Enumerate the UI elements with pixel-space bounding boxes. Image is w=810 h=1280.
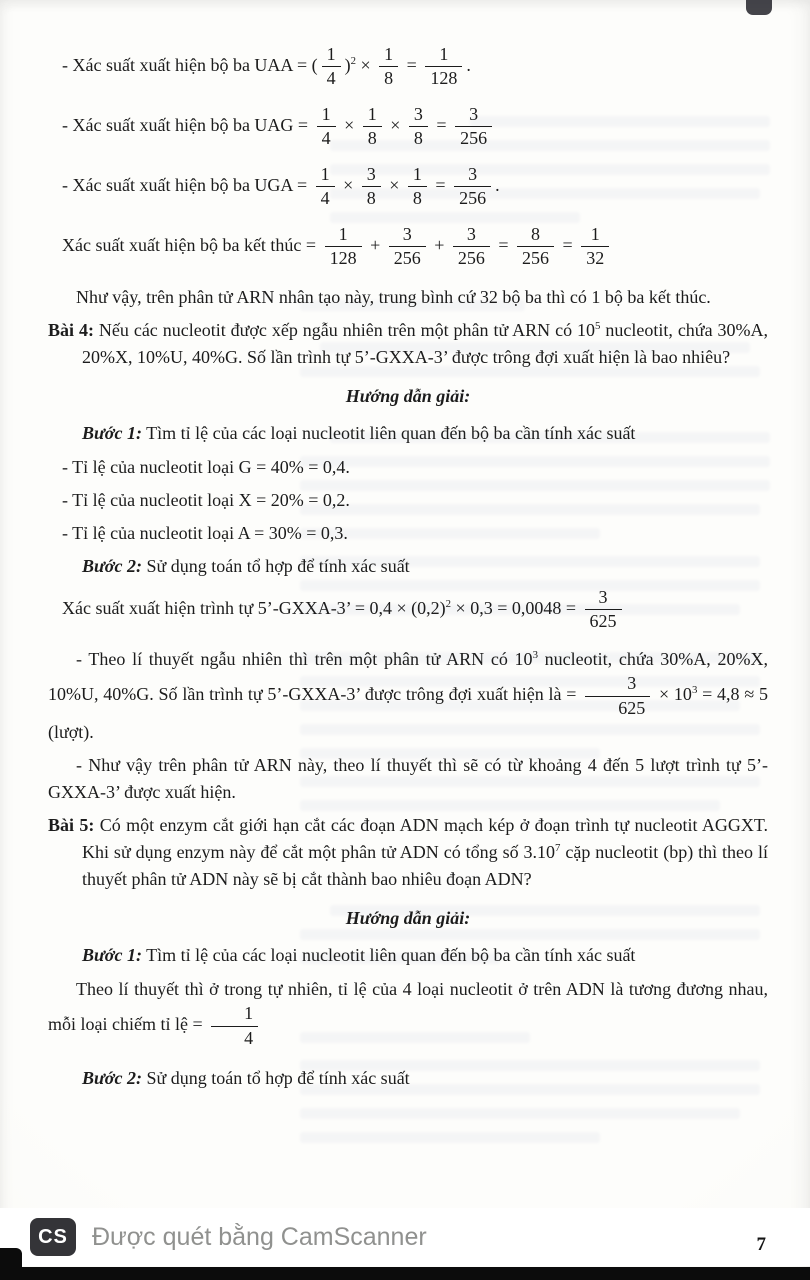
fraction: $\frac{1}{128}$ xyxy=(325,225,362,269)
fraction: $\frac{1}{8}$ xyxy=(408,165,427,209)
step-1a: Bước 1: Tìm tỉ lệ của các loại nucleotit liên quan đến bộ ba cần tính xác suất xyxy=(82,422,636,443)
problem-5: Bài 5: Có một enzym cắt giới hạn cắt các đoạn ADN mạch kép ở đoạn trình tự nucleotit AGGXT. Khi sử dụng enzym này để cắt một phân tử ADN có tổng số 3.10$^7$ cặp nucleotit (bp) thì theo lí thuyết phân tử ADN này sẽ bị cắt thành bao nhiêu đoạn ADN? xyxy=(48,815,768,890)
document-content xyxy=(48,42,768,1099)
fraction: $\frac{1}{8}$ xyxy=(363,105,382,149)
problem-4: Bài 4: Nếu các nucleotit được xếp ngẫu nhiên trên một phân tử ARN có $10^5$ nucleotit, chứa 30%A, 20%X, 10%U, 40%G. Số lần trình tự 5’-GXXA-3’ được trông đợi xuất hiện là bao nhiêu? xyxy=(48,319,768,367)
conclusion-paragraph: Như vậy, trên phân tử ARN nhân tạo này, trung bình cứ 32 bộ ba thì có 1 bộ ba kết thúc. xyxy=(76,286,711,307)
page-number: 7 xyxy=(756,1234,766,1255)
scan-corner-mark xyxy=(746,0,772,15)
fraction: $\frac{1}{128}$ xyxy=(425,45,462,89)
fraction: $\frac{1}{4}$ xyxy=(316,165,335,209)
fraction: $\frac{3}{8}$ xyxy=(362,165,381,209)
fraction: $\frac{1}{32}$ xyxy=(581,225,609,269)
camscanner-footer xyxy=(0,1208,810,1266)
solution-heading-2: Hướng dẫn giải: xyxy=(345,908,471,929)
conclusion-paragraph-2: - Như vậy trên phân tử ARN này, theo lí thuyết thì sẽ có từ khoảng 4 đến 5 lượt trình tự 5’-GXXA-3’ được xuất hiện. xyxy=(48,755,768,803)
fraction: $\frac{3}{625}$ xyxy=(585,588,622,632)
natural-ratio-paragraph: Theo lí thuyết thì ở trong tự nhiên, tỉ lệ của 4 loại nucleotit ở trên ADN là tương đương nhau, mỗi loại chiếm tỉ lệ = $\frac{1}{4}$ xyxy=(48,979,768,1048)
fraction: $\frac{1}{4}$ xyxy=(211,1004,258,1048)
fraction: $\frac{8}{256}$ xyxy=(517,225,554,269)
theory-paragraph: - Theo lí thuyết ngẫu nhiên thì trên một phân tử ARN có $10^3$ nucleotit, chứa 30%A, 20%X, 10%U, 40%G. Số lần trình tự 5’-GXXA-3’ được trông đợi xuất hiện là = $\frac{3}{625}$ × $10^3 = 4,8 \approx 5$ (lượt). xyxy=(48,649,768,743)
fraction: $\frac{3}{8}$ xyxy=(409,105,428,149)
fraction: $\frac{1}{8}$ xyxy=(379,45,398,89)
math-line-stop-total: Xác suất xuất hiện bộ ba kết thúc = $\frac{1}{128}$ + $\frac{3}{256}$ + $\frac{3}{256}$ = $\frac{8}{256}$ = $\frac{1}{32}$ xyxy=(62,224,768,270)
math-line-uga: - Xác suất xuất hiện bộ ba UGA = $\frac{1}{4}$ × $\frac{3}{8}$ × $\frac{1}{8}$ = $\frac{3}{256}$ . xyxy=(62,163,500,209)
math-line-uaa: - Xác suất xuất hiện bộ ba UAA = ( $\frac{1}{4}$ )$^2$ × $\frac{1}{8}$ = $\frac{1}{128}$ . xyxy=(62,44,471,89)
solution-heading-1: Hướng dẫn giải: xyxy=(345,385,471,406)
fraction: $\frac{1}{4}$ xyxy=(322,45,341,89)
step-2a: Bước 2: Sử dụng toán tổ hợp để tính xác suất xyxy=(82,555,410,576)
step-2b: Bước 2: Sử dụng toán tổ hợp để tính xác suất xyxy=(82,1068,410,1089)
bleedthrough-ghost xyxy=(300,1132,600,1143)
fraction: $\frac{3}{625}$ xyxy=(585,674,650,718)
camscanner-watermark: Được quét bằng CamScanner xyxy=(92,1222,427,1251)
fraction: $\frac{1}{4}$ xyxy=(317,105,336,149)
fraction: $\frac{3}{256}$ xyxy=(455,105,492,149)
math-line-gxxa: Xác suất xuất hiện trình tự 5’-GXXA-3’ = $0,4 \times (0,2)^2 \times 0,3 = 0,0048$ = $\frac{3}{625}$ xyxy=(62,587,768,633)
math-line-uag: - Xác suất xuất hiện bộ ba UAG = $\frac{1}{4}$ × $\frac{1}{8}$ × $\frac{3}{8}$ = $\frac{3}{256}$ xyxy=(62,104,768,150)
fraction: $\frac{3}{256}$ xyxy=(453,225,490,269)
fraction: $\frac{3}{256}$ xyxy=(454,165,491,209)
scan-bottom-edge xyxy=(0,1267,810,1280)
ratio-g: - Tỉ lệ của nucleotit loại G = 40% = 0,4. xyxy=(62,456,350,477)
fraction: $\frac{3}{256}$ xyxy=(389,225,426,269)
ratio-x: - Tỉ lệ của nucleotit loại X = 20% = 0,2. xyxy=(62,489,350,510)
bleedthrough-ghost xyxy=(300,1108,740,1119)
step-1b: Bước 1: Tìm tỉ lệ của các loại nucleotit liên quan đến bộ ba cần tính xác suất xyxy=(82,945,636,966)
camscanner-logo: CS xyxy=(30,1218,76,1256)
ratio-a: - Tỉ lệ của nucleotit loại A = 30% = 0,3. xyxy=(62,522,348,543)
